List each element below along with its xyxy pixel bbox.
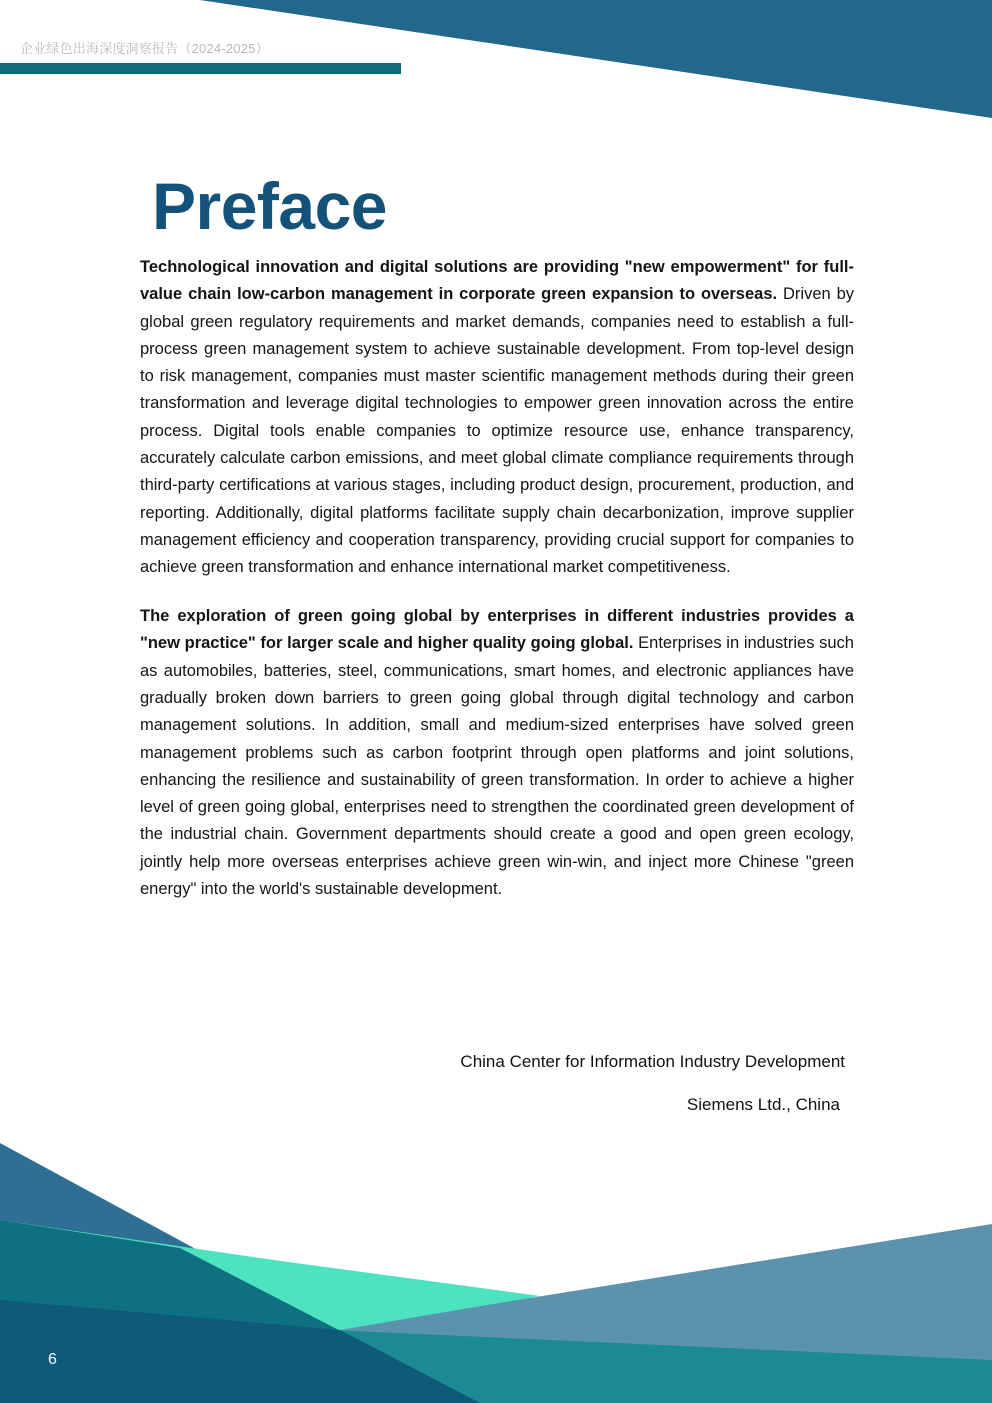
signature-ccid: China Center for Information Industry Development bbox=[460, 1052, 845, 1071]
paragraph-2-lead: The exploration of green going global by enterprises in different industries provides a "new practice" for larger scale and higher quality going global. bbox=[140, 607, 854, 653]
preface-body bbox=[140, 254, 854, 925]
page-number: 6 bbox=[48, 1351, 57, 1368]
page-title: Preface bbox=[152, 169, 388, 243]
paragraph-2-text: Enterprises in industries such as automobiles, batteries, steel, communications, smart homes, and electronic appliances have gradually broken down barriers to green going global through digital technology and carbon management solutions. In addition, small and medium-sized enterprises have solved green management problems such as carbon footprint through open platforms and joint solutions, enhancing the resilience and sustainability of green transformation. In order to achieve a higher level of green going global, enterprises need to strengthen the coordinated green development of the industrial chain. Government departments should create a good and open green ecology, jointly help more overseas enterprises achieve green win-win, and inject more Chinese "green energy" into the world's sustainable development. bbox=[140, 634, 854, 899]
paragraph-1-lead: Technological innovation and digital solutions are providing "new empowerment" for full-value chain low-carbon management in corporate green expansion to overseas. bbox=[140, 258, 854, 304]
top-right-band bbox=[200, 0, 992, 118]
report-header-title: 企业绿色出海深度洞察报告（2024-2025） bbox=[20, 41, 269, 56]
paragraph-2 bbox=[140, 603, 854, 903]
signature-siemens: Siemens Ltd., China bbox=[686, 1095, 840, 1114]
paragraph-1-text: Driven by global green regulatory requirements and market demands, companies need to establish a full-process green management system to achieve sustainable development. From top-level design to risk management, companies must master scientific management methods during their green transformation and leverage digital technologies to empower green innovation across the entire process. Digital tools enable companies to optimize resource use, enhance transparency, accurately calculate carbon emissions, and meet global climate compliance requirements through third-party certifications at various stages, including product design, procurement, production, and reporting. Additionally, digital platforms facilitate supply chain decarbonization, improve supplier management efficiency and cooperation transparency, providing crucial support for companies to achieve green transformation and enhance international market competitiveness. bbox=[140, 285, 854, 577]
paragraph-1 bbox=[140, 254, 854, 582]
header-accent-bar bbox=[0, 63, 401, 74]
